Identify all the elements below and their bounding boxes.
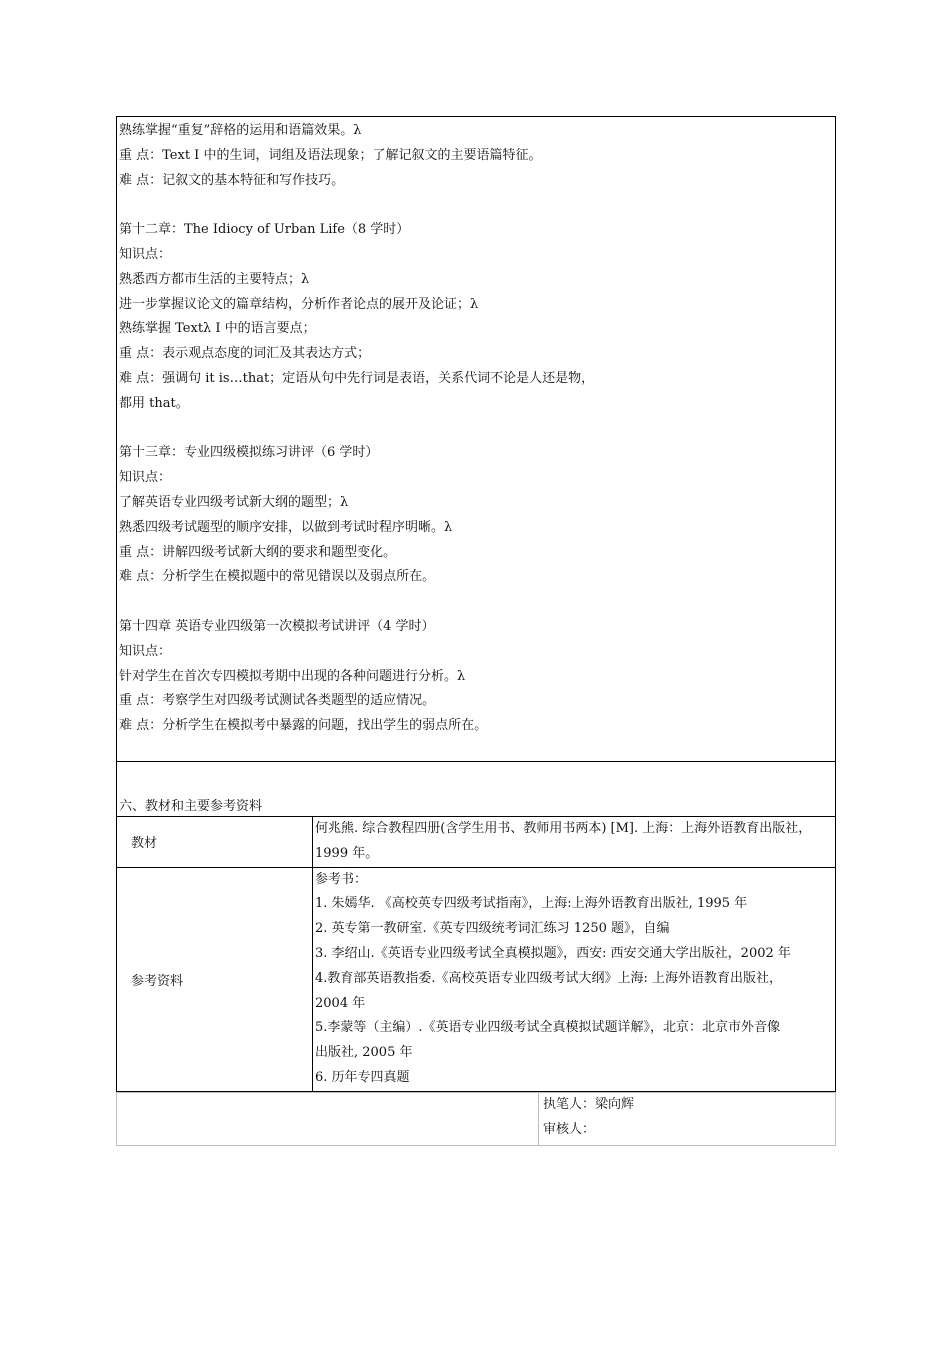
- blank-line: [117, 590, 835, 615]
- reference-item: 4.教育部英语教指委.《高校英语专业四级考试大纲》上海: 上海外语教育出版社，: [315, 970, 783, 986]
- content-line: 第十二章：The Idiocy of Urban Life（8 学时）: [119, 222, 410, 238]
- reference-item: 出版社, 2005 年: [315, 1045, 413, 1061]
- references-value-cell: [313, 867, 836, 1091]
- textbook-value: 何兆熊. 综合教程四册(含学生用书、教师用书两本) [M]. 上海：上海外语教育出版社，1999 年。: [315, 821, 812, 861]
- content-line: 了解英语专业四级考试新大纲的题型；λ: [119, 494, 349, 510]
- content-line: 熟悉四级考试题型的顺序安排，以做到考试时程序明晰。λ: [119, 519, 453, 535]
- reference-item: 3. 李绍山.《英语专业四级考试全真模拟题》，西安: 西安交通大学出版社，2002 年: [315, 945, 791, 961]
- content-line: 难 点：分析学生在模拟考中暴露的问题，找出学生的弱点所在。: [119, 718, 488, 734]
- writer-line: 执笔人：梁向辉: [543, 1096, 635, 1112]
- content-line: 熟悉西方都市生活的主要特点；λ: [119, 271, 310, 287]
- reference-item: 6. 历年专四真题: [315, 1069, 410, 1085]
- reference-item: 1. 朱嫣华. 《高校英专四级考试指南》，上海:上海外语教育出版社, 1995 年: [315, 896, 748, 912]
- blank-line: [117, 417, 835, 442]
- signature-table: [116, 1092, 836, 1146]
- content-line: 进一步掌握议论文的篇章结构，分析作者论点的展开及论证；λ: [119, 296, 479, 312]
- reference-item: 2004 年: [315, 995, 366, 1011]
- signature-cell: [539, 1092, 836, 1145]
- content-line: 都用 that。: [119, 395, 189, 411]
- content-line: 难 点：分析学生在模拟题中的常见错误以及弱点所在。: [119, 569, 436, 585]
- chapter-content-lines: [117, 119, 835, 739]
- content-line: 知识点：: [119, 470, 172, 486]
- content-line: 重 点：Text I 中的生词，词组及语法现象；了解记叙文的主要语篇特征。: [119, 147, 542, 163]
- textbook-row: [117, 817, 836, 868]
- reference-item: 2. 英专第一教研室.《英专四级统考词汇练习 1250 题》，自编: [315, 921, 670, 937]
- content-line: 重 点：讲解四级考试新大纲的要求和题型变化。: [119, 544, 397, 560]
- section-six-header: [116, 762, 836, 816]
- content-line: 知识点：: [119, 246, 172, 262]
- blank-line: [117, 193, 835, 218]
- reviewer-line: 审核人：: [543, 1121, 596, 1137]
- content-line: 难 点：记叙文的基本特征和写作技巧。: [119, 172, 345, 188]
- textbook-label: 教材: [117, 817, 313, 868]
- textbook-value-cell: [313, 817, 836, 868]
- content-line: 重 点：表示观点态度的词汇及其表达方式；: [119, 346, 371, 362]
- content-line: 第十四章 英语专业四级第一次模拟考试讲评（4 学时）: [119, 618, 435, 634]
- content-line: 难 点：强调句 it is…that；定语从句中先行词是表语，关系代词不论是人还是物，: [119, 370, 595, 386]
- references-heading: 参考书：: [315, 871, 368, 887]
- references-row: [117, 867, 836, 1091]
- reference-item: 5.李蒙等（主编）.《英语专业四级考试全真模拟试题详解》，北京：北京市外音像: [315, 1020, 781, 1036]
- materials-table: [116, 816, 836, 1092]
- signature-row: [117, 1092, 836, 1145]
- syllabus-page: [116, 116, 836, 1146]
- content-line: 知识点：: [119, 643, 172, 659]
- references-list: [313, 892, 835, 1090]
- content-line: 针对学生在首次专四模拟考期中出现的各种问题进行分析。λ: [119, 668, 466, 684]
- content-line: 重 点：考察学生对四级考试测试各类题型的适应情况。: [119, 693, 436, 709]
- section-six-title: 六、教材和主要参考资料: [119, 799, 263, 814]
- content-line: 熟练掌握“重复”辞格的运用和语篇效果。λ: [119, 123, 362, 138]
- content-line: 熟练掌握 Textλ I 中的语言要点；: [119, 321, 316, 337]
- signature-blank-cell: [117, 1092, 539, 1145]
- content-line: 第十三章：专业四级模拟练习讲评（6 学时）: [119, 445, 379, 461]
- chapter-content-box: [116, 116, 836, 762]
- references-label: 参考资料: [117, 867, 313, 1091]
